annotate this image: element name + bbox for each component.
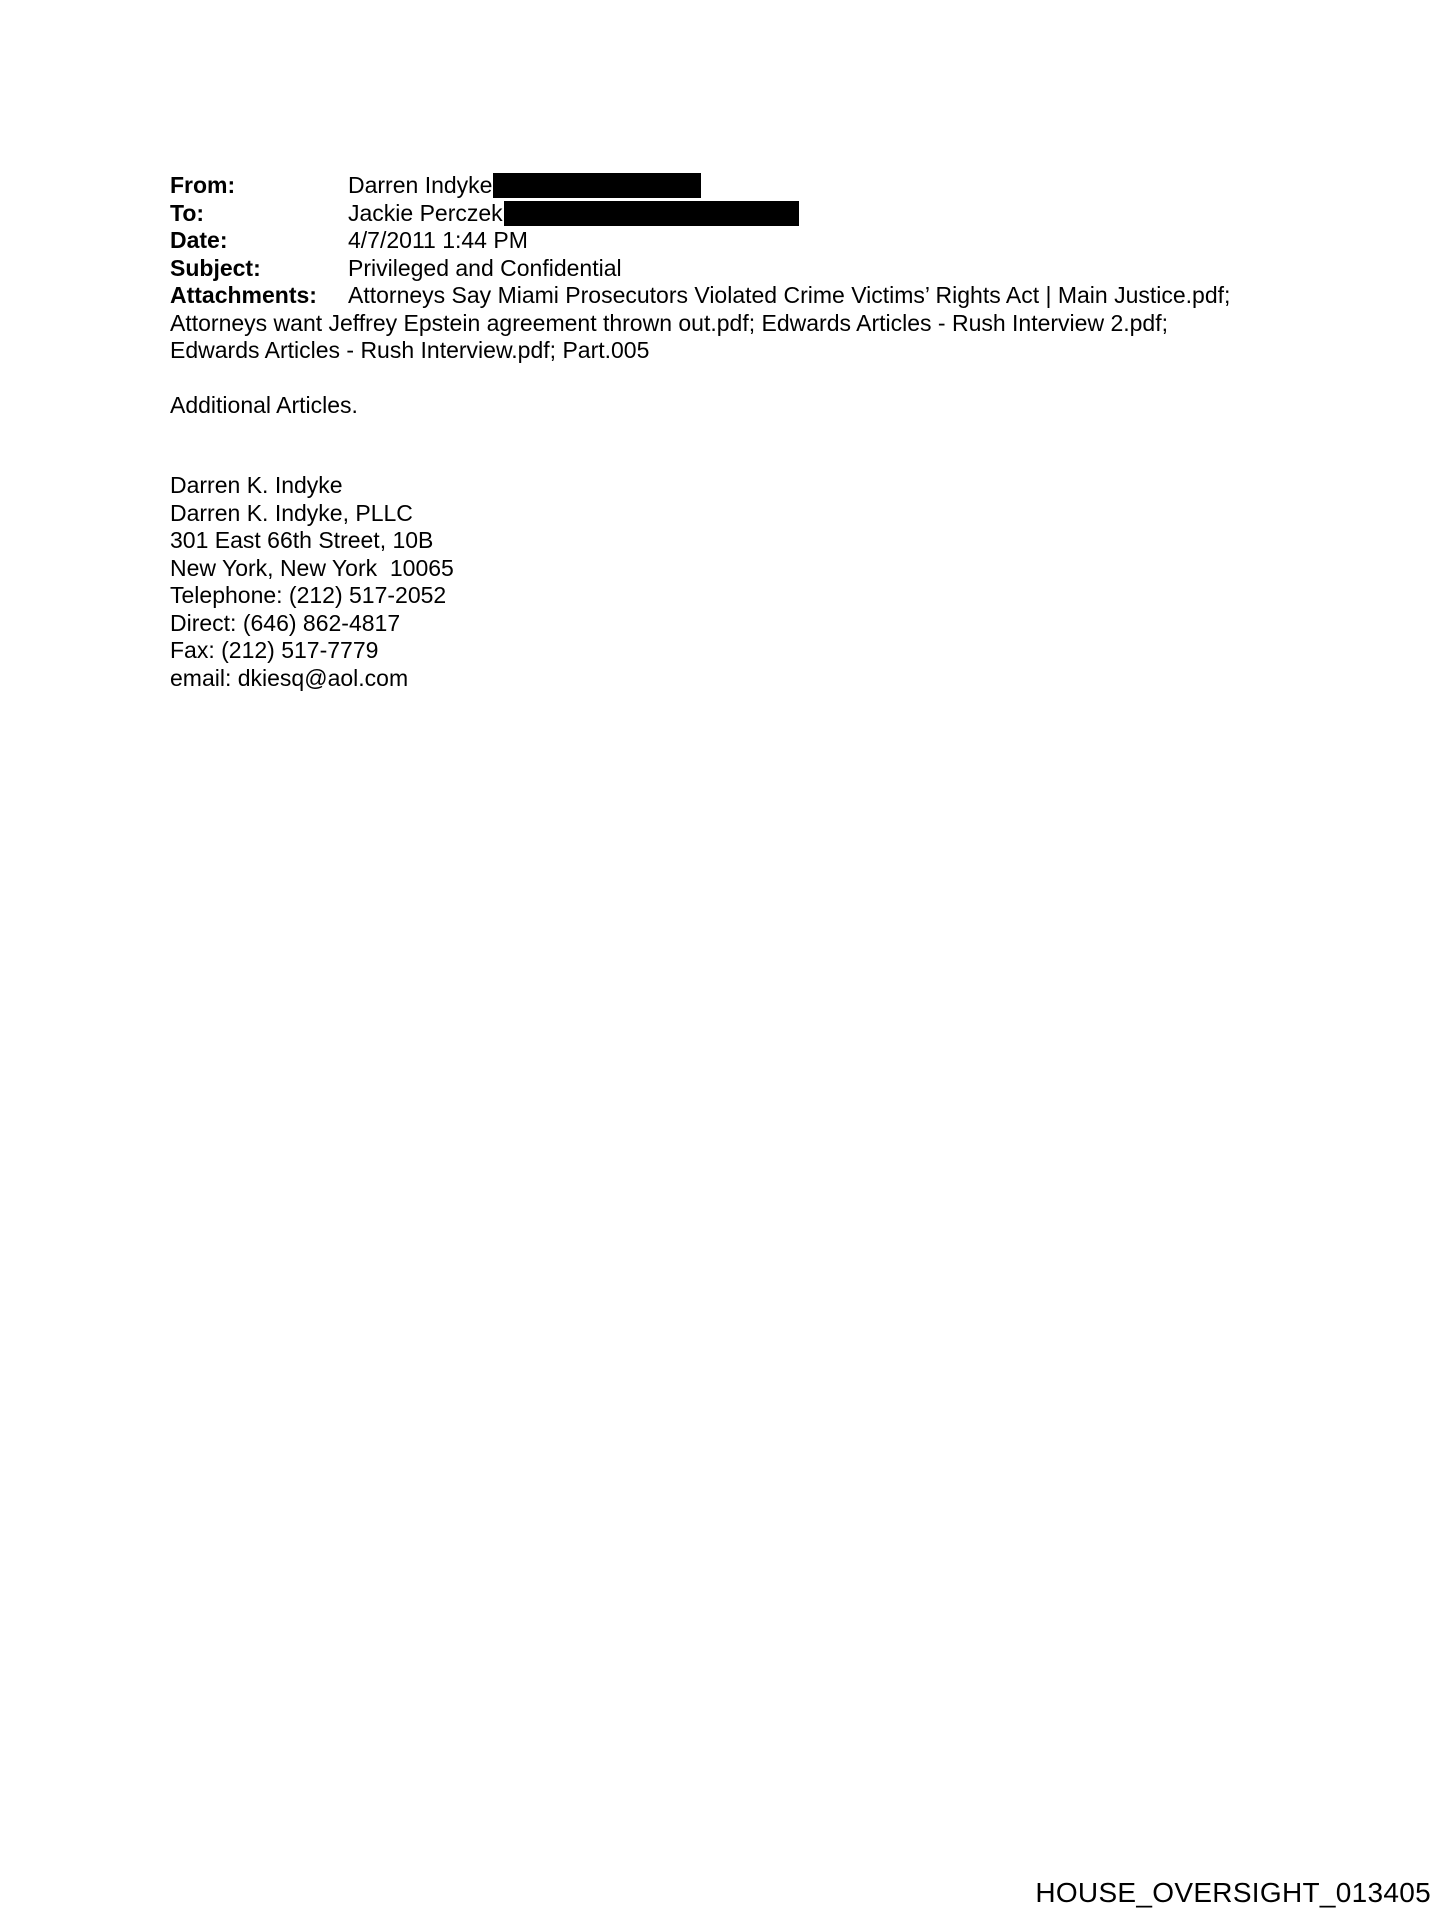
subject-row	[170, 255, 1290, 283]
to-field	[348, 200, 799, 228]
attachment-line: Attorneys want Jeffrey Epstein agreement thrown out.pdf; Edwards Articles - Rush Interview 2.pdf;	[170, 309, 1169, 336]
attachments-row	[170, 282, 1290, 310]
document-id-footer: HOUSE_OVERSIGHT_013405	[1035, 1877, 1431, 1908]
attachment-line: Attorneys Say Miami Prosecutors Violated Crime Victims’ Rights Act | Main Justice.pdf;	[348, 282, 1231, 308]
signature-city: New York, New York 10065	[170, 554, 454, 581]
signature-name: Darren K. Indyke	[170, 472, 343, 498]
date-row	[170, 227, 1290, 255]
email-signature	[170, 472, 454, 692]
signature-telephone: Telephone: (212) 517-2052	[170, 582, 447, 608]
date-value: 4/7/2011 1:44 PM	[348, 227, 528, 253]
subject-value: Privileged and Confidential	[348, 254, 622, 281]
from-label: From:	[170, 172, 236, 198]
signature-street: 301 East 66th Street, 10B	[170, 527, 434, 553]
attachments-label: Attachments:	[170, 282, 317, 308]
signature-email: email: dkiesq@aol.com	[170, 664, 409, 691]
signature-fax: Fax: (212) 517-7779	[170, 637, 379, 663]
signature-firm: Darren K. Indyke, PLLC	[170, 499, 413, 526]
to-row	[170, 200, 1290, 228]
email-header	[170, 172, 1290, 365]
to-label: To:	[170, 199, 205, 226]
attachment-line: Edwards Articles - Rush Interview.pdf; Part.005	[170, 337, 650, 363]
to-redaction-box	[504, 201, 799, 226]
date-label: Date:	[170, 227, 228, 253]
from-value: Darren Indyke	[348, 172, 493, 198]
attachments-continuation	[170, 310, 1290, 365]
subject-label: Subject:	[170, 254, 261, 281]
signature-direct: Direct: (646) 862-4817	[170, 609, 401, 636]
to-value: Jackie Perczek	[348, 199, 503, 226]
from-row	[170, 172, 1290, 200]
from-redaction-box	[493, 173, 701, 198]
from-field	[348, 172, 701, 200]
email-body: Additional Articles.	[170, 392, 358, 418]
